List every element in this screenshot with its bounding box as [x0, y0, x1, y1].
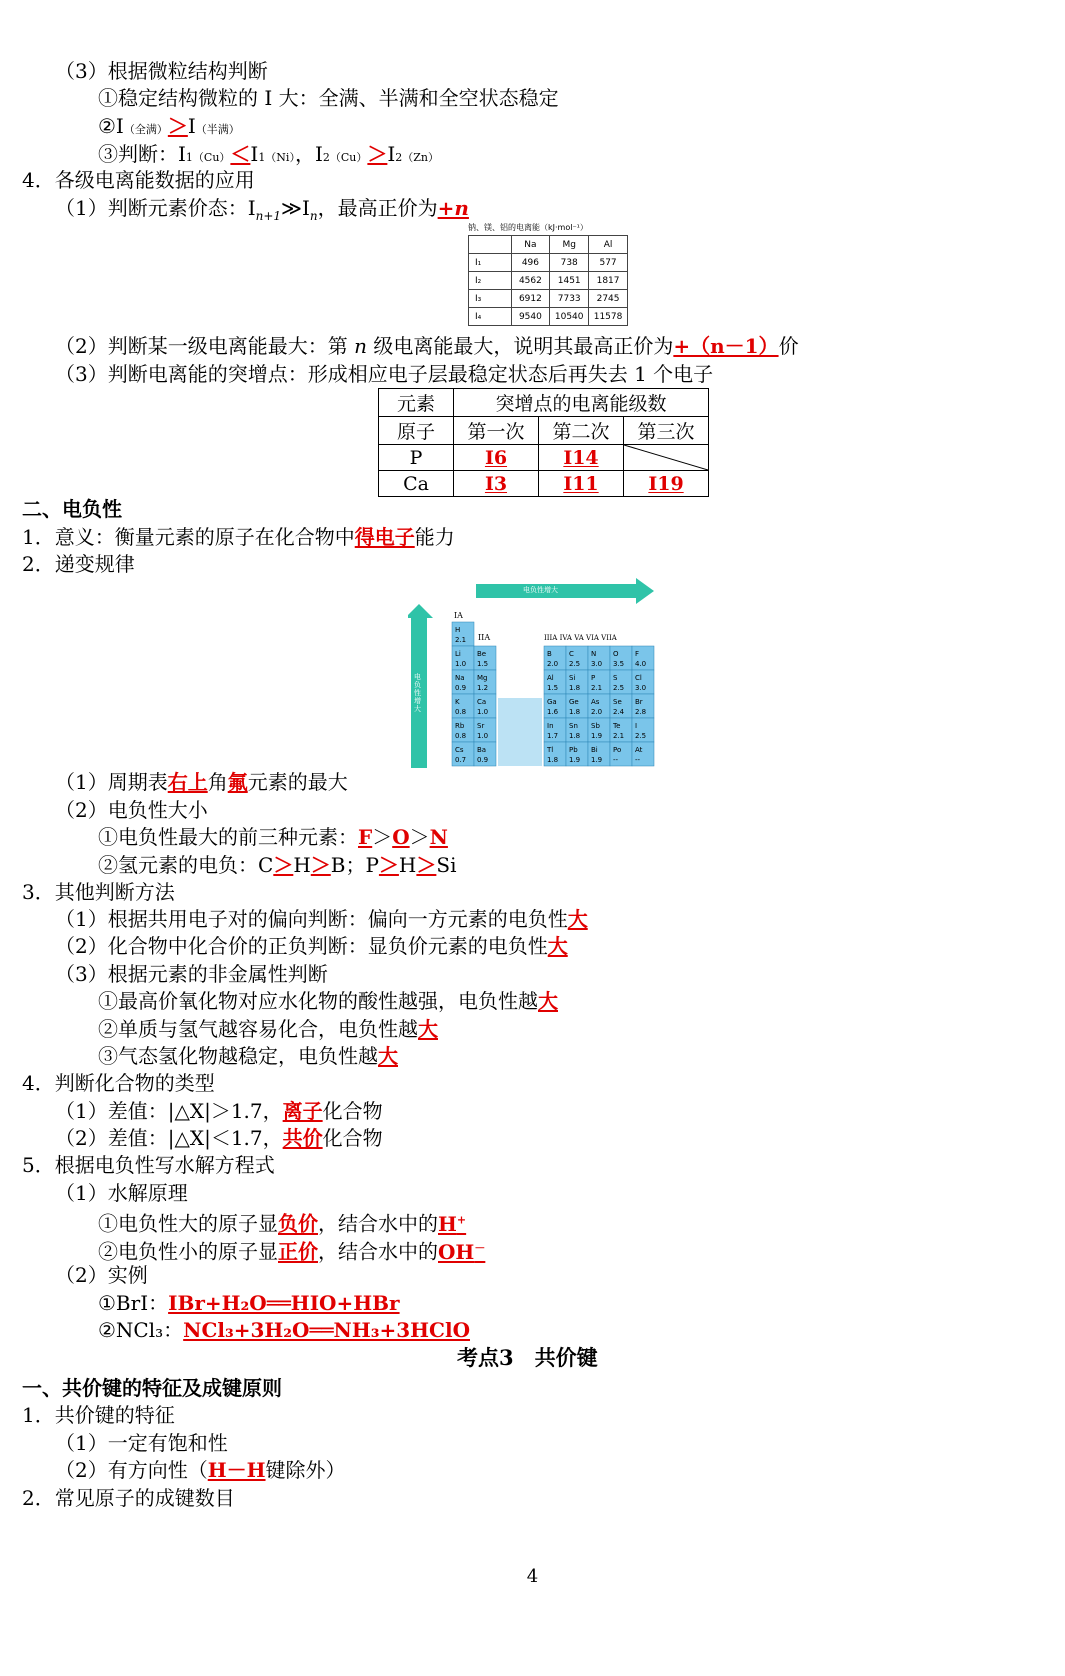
- en-trend: 2．递变规律: [22, 552, 135, 576]
- page-number: 4: [526, 1566, 539, 1587]
- svg-text:2.1: 2.1: [613, 732, 625, 740]
- svg-text:IIIA IVA VA VIA VIIA: IIIA IVA VA VIA VIIA: [544, 634, 617, 642]
- en-hyd-1: （1）水解原理: [55, 1181, 188, 1205]
- svg-text:S: S: [613, 674, 618, 682]
- svg-text:1.8: 1.8: [547, 756, 559, 764]
- en-other-methods: 3．其他判断方法: [22, 880, 175, 904]
- svg-text:1.8: 1.8: [569, 708, 581, 716]
- en-rule-2-1: ①电负性最大的前三种元素：F＞O＞N: [98, 825, 448, 849]
- break-point-table: 元素 突增点的电离能级数 原子 第一次 第二次 第三次 P I6 I14 Ca I3 I11 I19: [378, 388, 709, 497]
- covalent-1-1: （1）一定有饱和性: [55, 1431, 228, 1455]
- svg-text:Po: Po: [613, 746, 622, 754]
- p3-title: （3）根据微粒结构判断: [55, 59, 268, 83]
- svg-text:At: At: [635, 746, 643, 754]
- svg-text:1.0: 1.0: [455, 660, 467, 668]
- svg-text:Al: Al: [547, 674, 554, 682]
- app-1: （1）判断元素价态：$I_{n+1}≫I_n$，最高正价为+n: [55, 196, 469, 223]
- svg-text:2.1: 2.1: [591, 684, 603, 692]
- en-rule-1: （1）周期表右上角氟元素的最大: [55, 770, 348, 794]
- svg-text:Mg: Mg: [477, 674, 488, 682]
- svg-text:IA: IA: [454, 611, 463, 620]
- table-row: I₄ 9540 10540 11578: [469, 308, 628, 326]
- svg-text:Cl: Cl: [635, 674, 642, 682]
- svg-text:0.9: 0.9: [477, 756, 489, 764]
- en-compound-type: 4．判断化合物的类型: [22, 1071, 215, 1095]
- svg-text:1.0: 1.0: [477, 708, 489, 716]
- en-other-2: （2）化合物中化合价的正负判断：显负价元素的电负性大: [55, 934, 568, 958]
- svg-text:1.8: 1.8: [569, 684, 581, 692]
- en-hyd-1-2: ②电负性小的原子显正价，结合水中的OH－: [98, 1239, 486, 1264]
- svg-text:I: I: [635, 722, 638, 730]
- svg-text:Na: Na: [455, 674, 465, 682]
- svg-text:O: O: [613, 650, 619, 658]
- answer-blank: +（n－1）: [673, 334, 779, 358]
- table-row: Ca I3 I11 I19: [379, 471, 709, 497]
- section-heading-covalent: 考点3 共价键: [457, 1345, 598, 1370]
- svg-text:Sn: Sn: [569, 722, 578, 730]
- svg-text:4.0: 4.0: [635, 660, 647, 668]
- svg-text:2.1: 2.1: [455, 636, 467, 644]
- svg-text:2.0: 2.0: [591, 708, 603, 716]
- svg-text:1.8: 1.8: [569, 732, 581, 740]
- table-row: P I6 I14: [379, 445, 709, 471]
- svg-text:Se: Se: [613, 698, 622, 706]
- svg-text:--: --: [613, 756, 619, 764]
- p3-item2: ②I（全满）＞I（半满）: [98, 114, 240, 138]
- svg-text:Ba: Ba: [477, 746, 487, 754]
- app-2: （2）判断某一级电离能最大：第 n 级电离能最大，说明其最高正价为+（n－1）价: [55, 334, 799, 358]
- en-rule-2: （2）电负性大小: [55, 798, 208, 822]
- svg-text:1.6: 1.6: [547, 708, 559, 716]
- svg-text:Rb: Rb: [455, 722, 465, 730]
- top-arrow: [476, 578, 654, 604]
- answer-blank: ＞: [167, 114, 188, 138]
- svg-text:Ga: Ga: [547, 698, 557, 706]
- svg-text:K: K: [455, 698, 460, 706]
- ionization-energy-table: 钠、镁、铝的电离能（kJ·mol⁻¹） Na Mg Al I₁ 496 738 577 I₂ 4562 1451 1817 I₃ 6912 7733 2745 I₄ 9540 10540 11578: [468, 222, 628, 326]
- svg-text:F: F: [635, 650, 640, 658]
- en-type-2: （2）差值：|△X|＜1.7，共价化合物: [55, 1126, 383, 1150]
- svg-text:B: B: [547, 650, 552, 658]
- svg-text:Pb: Pb: [569, 746, 578, 754]
- svg-text:Be: Be: [477, 650, 487, 658]
- svg-text:0.8: 0.8: [455, 708, 467, 716]
- svg-text:3.0: 3.0: [591, 660, 603, 668]
- svg-text:Br: Br: [635, 698, 643, 706]
- svg-text:IIA: IIA: [478, 633, 491, 642]
- covalent-1: 1．共价键的特征: [22, 1403, 175, 1427]
- svg-text:0.7: 0.7: [455, 756, 467, 764]
- svg-text:Ge: Ge: [569, 698, 579, 706]
- en-hyd-2-2: ②NCl₃：NCl₃+3H₂O══NH₃+3HClO: [98, 1318, 470, 1342]
- svg-text:1.0: 1.0: [477, 732, 489, 740]
- left-arrow-label: 电负性增大: [414, 673, 421, 713]
- svg-text:H: H: [455, 626, 461, 634]
- svg-text:N: N: [591, 650, 597, 658]
- svg-text:1.9: 1.9: [591, 732, 603, 740]
- svg-text:As: As: [591, 698, 600, 706]
- svg-text:Si: Si: [569, 674, 576, 682]
- en-hyd-2-1: ①BrI：IBr+H₂O══HIO+HBr: [98, 1291, 400, 1315]
- svg-text:Sb: Sb: [591, 722, 600, 730]
- p3-item3: ③判断：I1（Cu）＜I1（Ni），I2（Cu）＞I2（Zn）: [98, 142, 440, 166]
- section-title-en: 二、电负性: [22, 497, 122, 521]
- svg-text:1.7: 1.7: [547, 732, 559, 740]
- svg-text:Sr: Sr: [477, 722, 485, 730]
- en-type-1: （1）差值：|△X|＞1.7，离子化合物: [55, 1099, 383, 1123]
- table-row: I₁ 496 738 577: [469, 254, 628, 272]
- svg-text:0.8: 0.8: [455, 732, 467, 740]
- en-other-3: （3）根据元素的非金属性判断: [55, 962, 328, 986]
- en-meaning: 1．意义：衡量元素的原子在化合物中得电子能力: [22, 525, 455, 549]
- en-other-3-3: ③气态氢化物越稳定，电负性越大: [98, 1044, 398, 1068]
- svg-text:1.5: 1.5: [547, 684, 559, 692]
- svg-text:2.8: 2.8: [635, 708, 647, 716]
- svg-text:Cs: Cs: [455, 746, 464, 754]
- covalent-2: 2．常见原子的成键数目: [22, 1486, 235, 1510]
- svg-text:Bi: Bi: [591, 746, 598, 754]
- ie-table-caption: 钠、镁、铝的电离能（kJ·mol⁻¹）: [468, 223, 588, 232]
- covalent-title: 一、共价键的特征及成键原则: [22, 1376, 282, 1400]
- svg-text:2.5: 2.5: [569, 660, 581, 668]
- top-arrow-label: 电负性增大: [523, 586, 558, 594]
- svg-text:Li: Li: [455, 650, 461, 658]
- svg-text:Te: Te: [613, 722, 621, 730]
- covalent-1-2: （2）有方向性（H－H键除外）: [55, 1458, 346, 1482]
- svg-text:2.4: 2.4: [613, 708, 625, 716]
- svg-text:3.5: 3.5: [613, 660, 625, 668]
- electronegativity-figure: [408, 578, 664, 768]
- svg-text:0.9: 0.9: [455, 684, 467, 692]
- en-hydrolysis: 5．根据电负性写水解方程式: [22, 1153, 275, 1177]
- table-row: I₃ 6912 7733 2745: [469, 290, 628, 308]
- app-3: （3）判断电离能的突增点：形成相应电子层最稳定状态后再失去 1 个电子: [55, 362, 714, 386]
- answer-blank: ＞: [367, 142, 388, 166]
- svg-text:--: --: [635, 756, 641, 764]
- table-row: I₂ 4562 1451 1817: [469, 272, 628, 290]
- svg-text:2.0: 2.0: [547, 660, 559, 668]
- heading-4: 4．各级电离能数据的应用: [22, 168, 255, 192]
- svg-text:1.9: 1.9: [569, 756, 581, 764]
- p3-item1: ①稳定结构微粒的 I 大：全满、半满和全空状态稳定: [98, 86, 559, 110]
- svg-text:3.0: 3.0: [635, 684, 647, 692]
- svg-text:In: In: [547, 722, 554, 730]
- svg-text:1.9: 1.9: [591, 756, 603, 764]
- answer-blank: +n: [437, 196, 469, 220]
- en-other-3-2: ②单质与氢气越容易化合，电负性越大: [98, 1017, 438, 1041]
- en-hyd-2: （2）实例: [55, 1263, 148, 1287]
- svg-text:Tl: Tl: [547, 746, 554, 754]
- svg-text:Ca: Ca: [477, 698, 487, 706]
- en-other-3-1: ①最高价氧化物对应水化物的酸性越强，电负性越大: [98, 989, 558, 1013]
- answer-blank: ＜: [230, 142, 251, 166]
- svg-text:1.2: 1.2: [477, 684, 489, 692]
- en-rule-2-2: ②氢元素的电负：C＞H＞B；P＞H＞Si: [98, 853, 457, 877]
- svg-text:1.5: 1.5: [477, 660, 489, 668]
- diagonal-slash: [624, 445, 708, 470]
- en-other-1: （1）根据共用电子对的偏向判断：偏向一方元素的电负性大: [55, 907, 588, 931]
- en-hyd-1-1: ①电负性大的原子显负价，结合水中的H+: [98, 1211, 467, 1236]
- svg-text:2.5: 2.5: [613, 684, 625, 692]
- svg-text:P: P: [591, 674, 596, 682]
- svg-text:2.5: 2.5: [635, 732, 647, 740]
- svg-text:C: C: [569, 650, 574, 658]
